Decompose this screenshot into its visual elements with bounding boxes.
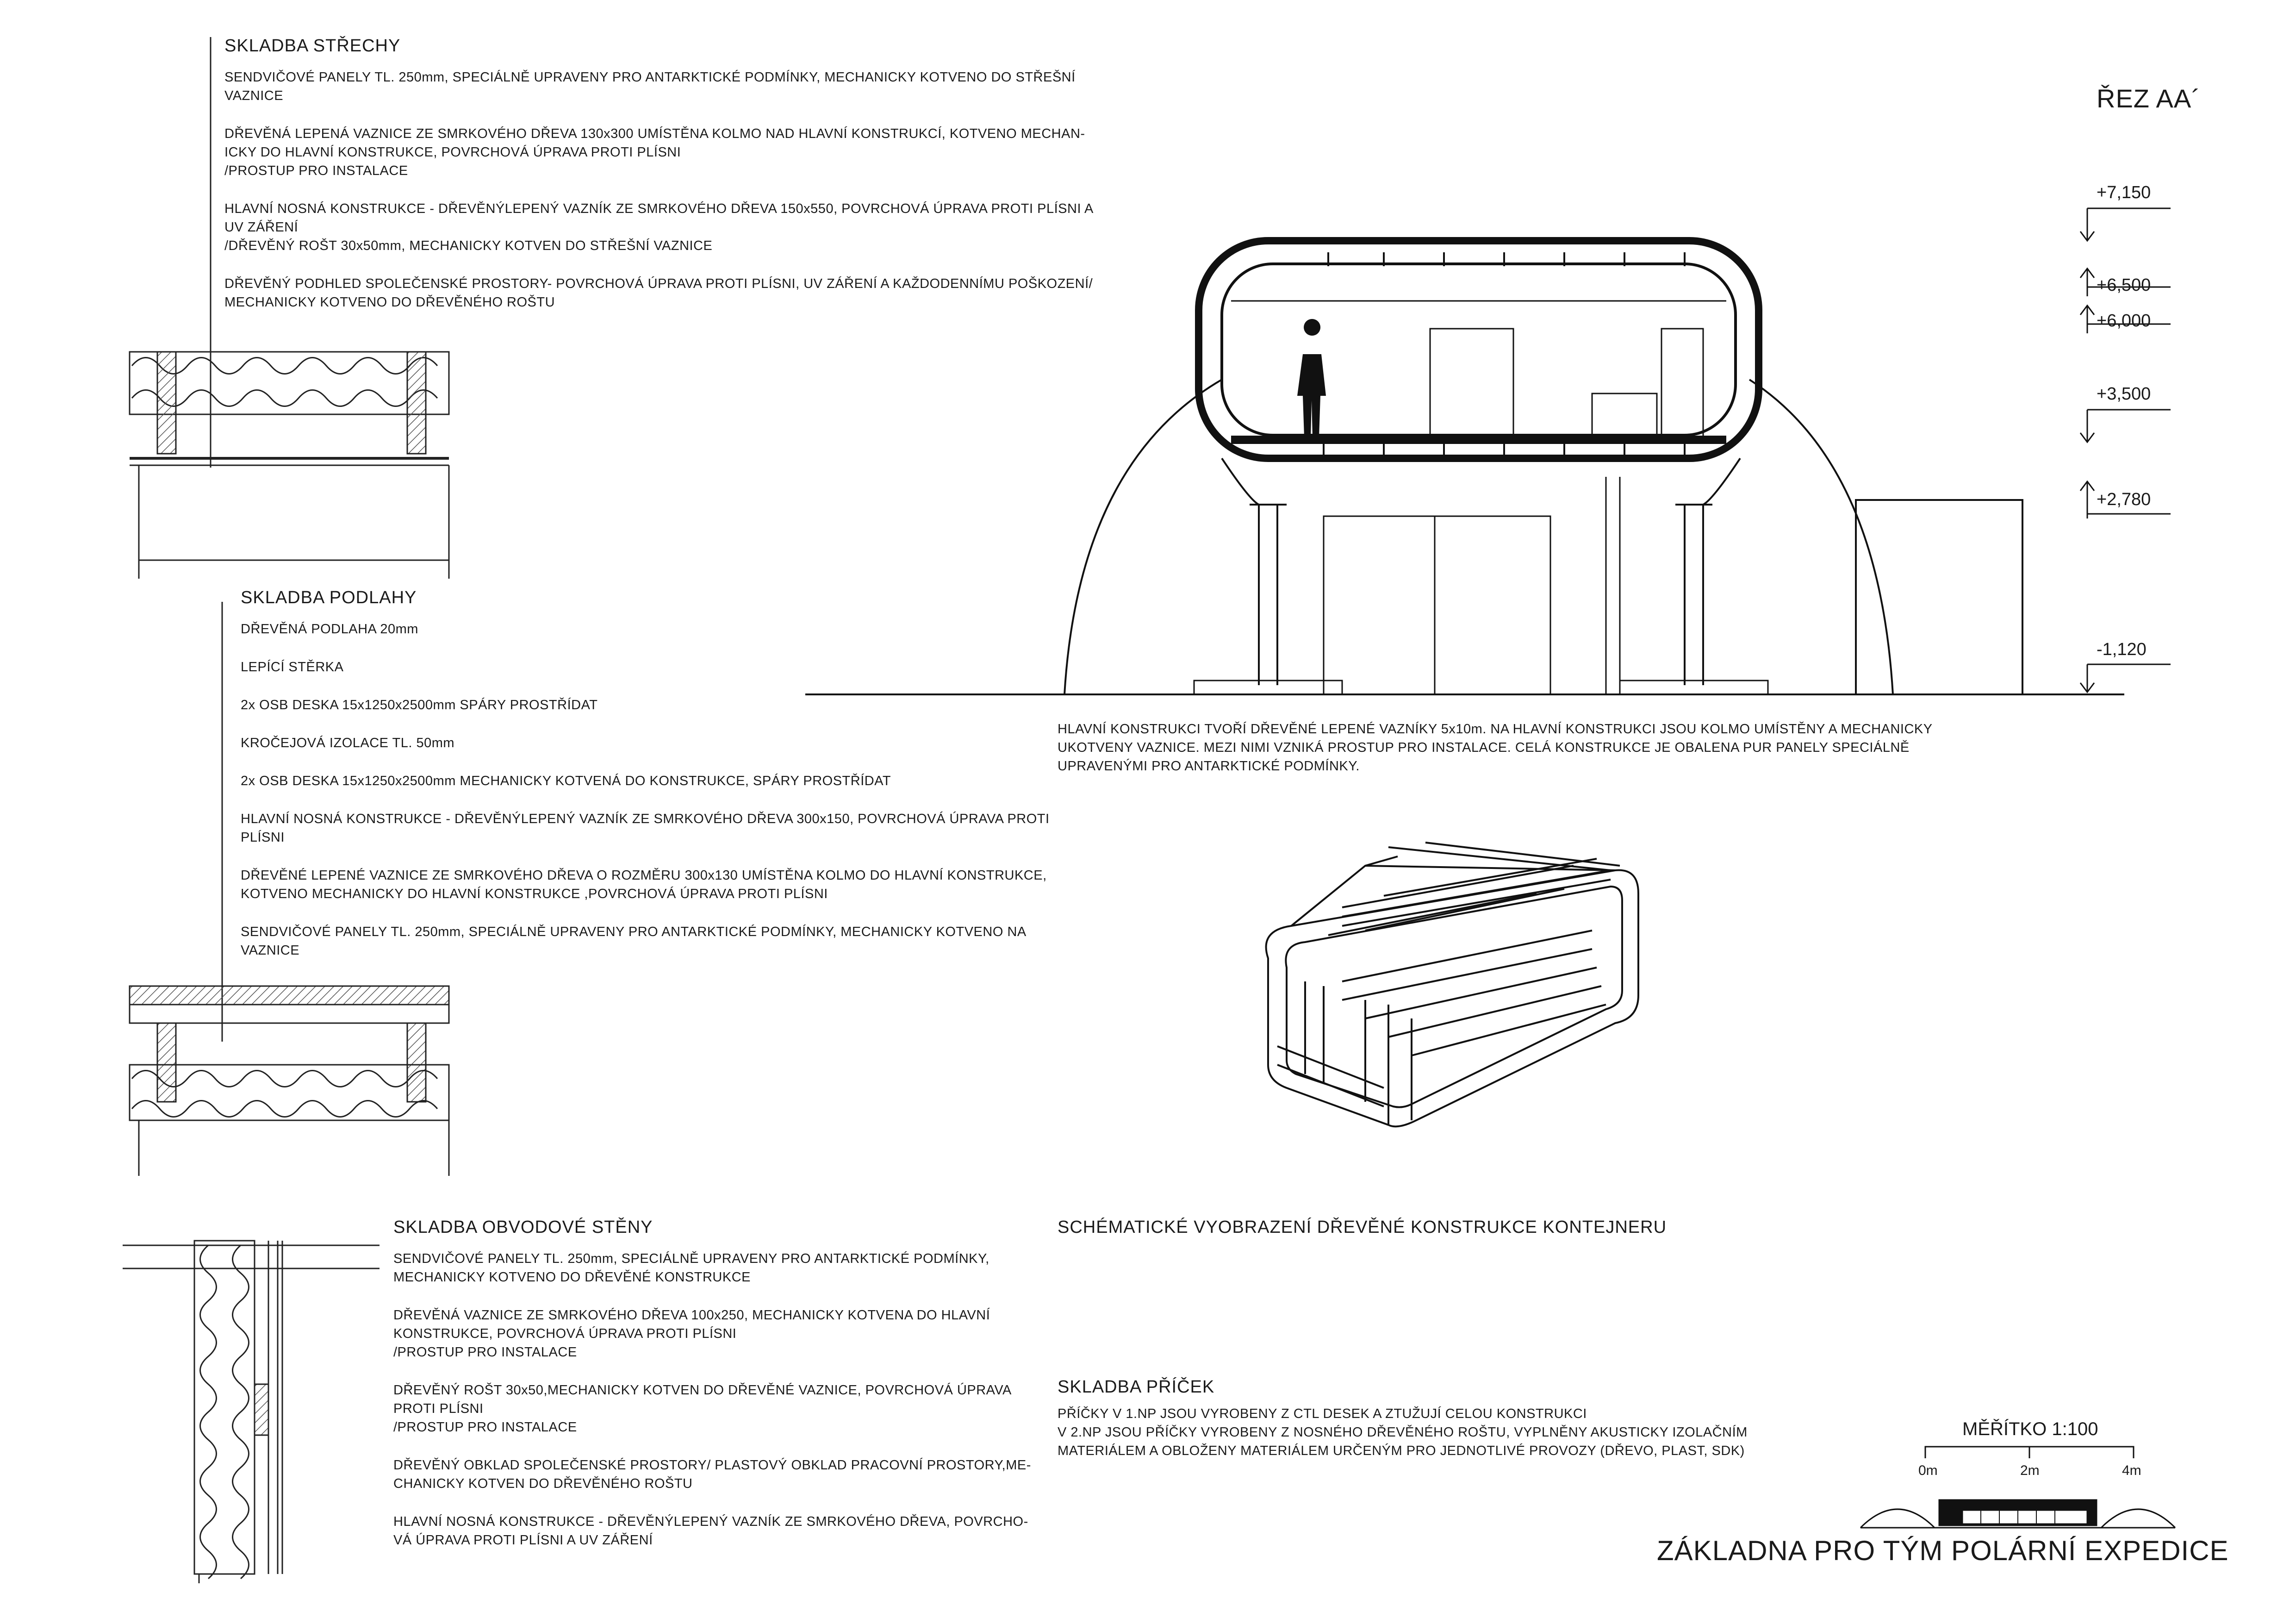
floor-sandwich-panel [130,1065,449,1120]
interior-cabinet [1661,329,1703,440]
footing-right [1620,681,1768,694]
section-description [1058,720,1983,795]
floor-insulation-icon [132,1071,437,1117]
roof-composition [224,36,1104,331]
schematic-caption [1058,1218,1752,1249]
support-right [1675,458,1740,685]
roof-title: SKLADBA STŘECHY [224,36,401,56]
floor-layer: DŘEVĚNÉ LEPENÉ VAZNICE ZE SMRKOVÉHO DŘEVA O ROZMĚRU 300x130 UMÍSTĚNA KOLMO DO HLAVNÍ KONSTRUKCE, KOTVENO MECHANICKY DO HLAVNÍ KONSTRUKCE ,POVRCHOVÁ ÚPRAVA PROTI PLÍSNI [241,868,1047,901]
section-title: ŘEZ AA´ [2097,84,2201,113]
level-arrow-down-icon [2080,664,2171,692]
scale-tick-label: 4m [2122,1463,2141,1478]
floor-layer: KROČEJOVÁ IZOLACE TL. 50mm [241,736,455,750]
wall-layer: DŘEVĚNÝ ROŠT 30x50,MECHANICKY KOTVEN DO DŘEVĚNÉ VAZNICE, POVRCHOVÁ ÚPRAVA PROTI PLÍSNI /PROSTUP PRO INSTALACE [393,1383,1012,1435]
level-label: -1,120 [2097,640,2147,659]
support-left [1222,458,1287,685]
wall-layer: HLAVNÍ NOSNÁ KONSTRUKCE - DŘEVĚNÝLEPENÝ VAZNÍK ZE SMRKOVÉHO DŘEVA, POVRCHO- VÁ ÚPRAVA PROTI PLÍSNI A UV ZÁŘENÍ [393,1514,1028,1548]
wall-title: SKLADBA OBVODOVÉ STĚNY [393,1218,653,1237]
floor-composition [241,588,1120,979]
schematic-caption-text: SCHÉMATICKÉ VYOBRAZENÍ DŘEVĚNÉ KONSTRUKCE KONTEJNERU [1058,1218,1667,1237]
floor-layer: 2x OSB DESKA 15x1250x2500mm MECHANICKY KOTVENÁ DO KONSTRUKCE, SPÁRY PROSTŘÍDAT [241,774,891,788]
wall-layer: DŘEVĚNÝ OBKLAD SPOLEČENSKÉ PROSTORY/ PLASTOVÝ OBKLAD PRACOVNÍ PROSTORY,ME- CHANICKY KOTVEN DO DŘEVĚNÉHO ROŠTU [393,1458,1031,1491]
level-label: +6,000 [2097,311,2151,331]
section-description-text: HLAVNÍ KONSTRUKCI TVOŘÍ DŘEVĚNÉ LEPENÉ VAZNÍKY 5x10m. NA HLAVNÍ KONSTRUKCI JSOU KOLMO UMÍSTĚNY A MECHANICKY UKOTVENY VAZNICE. MEZI NIMI VZNIKÁ PROSTUP PRO INSTALACE. CELÁ KONSTRUKCE JE OBALENA PUR PANELY SPECIÁLNĚ UPRAVENÝMI PRO ANTARKTICKÉ PODMÍNKY. [1058,722,1933,774]
container-inner-frame [1222,264,1736,435]
level-label: +2,780 [2097,490,2151,509]
roof-layer: HLAVNÍ NOSNÁ KONSTRUKCE - DŘEVĚNÝLEPENÝ VAZNÍK ZE SMRKOVÉHO DŘEVA 150x550, POVRCHOVÁ ÚPRAVA PROTI PLÍSNI A UV ZÁŘENÍ /DŘEVĚNÝ ROŠT 30x50mm, MECHANICKY KOTVEN DO STŘEŠNÍ VAZNICE [224,201,1094,253]
scale-bar [1925,1447,2134,1458]
footing-left [1194,681,1342,694]
title-logo-icon [1860,1500,2175,1528]
roof-layer: DŘEVĚNÝ PODHLED SPOLEČENSKÉ PROSTORY- POVRCHOVÁ ÚPRAVA PROTI PLÍSNI, UV ZÁŘENÍ A KAŽDODENNÍMU POŠKOZENÍ/ MECHANICKY KOTVENO DO DŘEVĚNÉHO ROŠTU [224,276,1093,310]
wall-insulation-icon [200,1245,249,1579]
level-label: +3,500 [2097,384,2151,404]
interior-door [1430,329,1513,440]
roof-purlin-left [157,352,176,454]
floor-layer: LEPÍCÍ STĚRKA [241,660,344,675]
floor-layer: SENDVIČOVÉ PANELY TL. 250mm, SPECIÁLNĚ UPRAVENY PRO ANTARKTICKÉ PODMÍNKY, MECHANICKY KOTVENO NA VAZNICE [241,924,1027,958]
scale-title: MĚŘÍTKO 1:100 [1962,1419,2098,1439]
dome-outline [1064,380,1893,694]
level-label: +6,500 [2097,275,2151,295]
partitions-composition [1058,1377,1844,1480]
container-shell [1199,241,1759,458]
floor-layer: 2x OSB DESKA 15x1250x2500mm SPÁRY PROSTŘÍDAT [241,698,598,712]
level-arrow-down-icon [2080,208,2171,241]
floor-title: SKLADBA PODLAHY [241,588,417,607]
level-arrow-down-icon [2080,410,2171,442]
person-silhouette-icon [1297,319,1326,437]
floor-layer: DŘEVĚNÁ PODLAHA 20mm [241,622,418,637]
wall-layer: SENDVIČOVÉ PANELY TL. 250mm, SPECIÁLNĚ UPRAVENY PRO ANTARKTICKÉ PODMÍNKY, MECHANICKY KOTVENO DO DŘEVĚNÉ KONSTRUKCE [393,1251,989,1285]
wall-composition [393,1218,1041,1569]
wall-detail [123,1241,380,1583]
partitions-text: PŘÍČKY V 1.NP JSOU VYROBENY Z CTL DESEK A ZTUŽUJÍ CELOU KONSTRUKCI V 2.NP JSOU PŘÍČKY VYROBENY Z NOSNÉHO DŘEVĚNÉHO ROŠTU, VYPLNĚNY AKUSTICKY IZOLAČNÍM MATERIÁLEM A OBLOŽENY MATERIÁLEM URČENÝM PRO JEDNOTLIVÉ PROVOZY (DŘEVO, PLAST, SDK) [1058,1406,1748,1458]
floor-finish-layers [130,986,449,1005]
schematic-frame-drawing [1266,843,1638,1126]
ground-floor-door [1324,516,1550,694]
floor-layer: HLAVNÍ NOSNÁ KONSTRUKCE - DŘEVĚNÝLEPENÝ VAZNÍK ZE SMRKOVÉHO DŘEVA 300x150, POVRCHOVÁ ÚPRAVA PROTI PLÍSNI [241,812,1050,845]
floor-beam-right [407,1023,426,1102]
roof-layer: SENDVIČOVÉ PANELY TL. 250mm, SPECIÁLNĚ UPRAVENY PRO ANTARKTICKÉ PODMÍNKY, MECHANICKY KOTVENO DO STŘEŠNÍ VAZNICE [224,70,1076,103]
partitions-title: SKLADBA PŘÍČEK [1058,1377,1215,1397]
level-label: +7,150 [2097,183,2151,202]
wall-layer: DŘEVĚNÁ VAZNICE ZE SMRKOVÉHO DŘEVA 100x250, MECHANICKY KOTVENA DO HLAVNÍ KONSTRUKCE, POVRCHOVÁ ÚPRAVA PROTI PLÍSNI /PROSTUP PRO INSTALACE [393,1308,990,1360]
wall-purlin [255,1384,268,1435]
roof-purlin-right [407,352,426,454]
floor-beam-left [157,1023,176,1102]
project-title: ZÁKLADNA PRO TÝM POLÁRNÍ EXPEDICE [1657,1535,2229,1566]
roof-insulation-icon [132,358,437,406]
roof-layer: DŘEVĚNÁ LEPENÁ VAZNICE ZE SMRKOVÉHO DŘEVA 130x300 UMÍSTĚNA KOLMO NAD HLAVNÍ KONSTRUKCÍ, KOTVENO MECHAN- ICKY DO HLAVNÍ KONSTRUKCE, POVRCHOVÁ ÚPRAVA PROTI PLÍSNI /PROSTUP PRO INSTALACE [224,126,1085,178]
scale-tick-label: 2m [2020,1463,2040,1478]
scale-tick-label: 0m [1918,1463,1938,1478]
interior-counter [1592,394,1657,440]
